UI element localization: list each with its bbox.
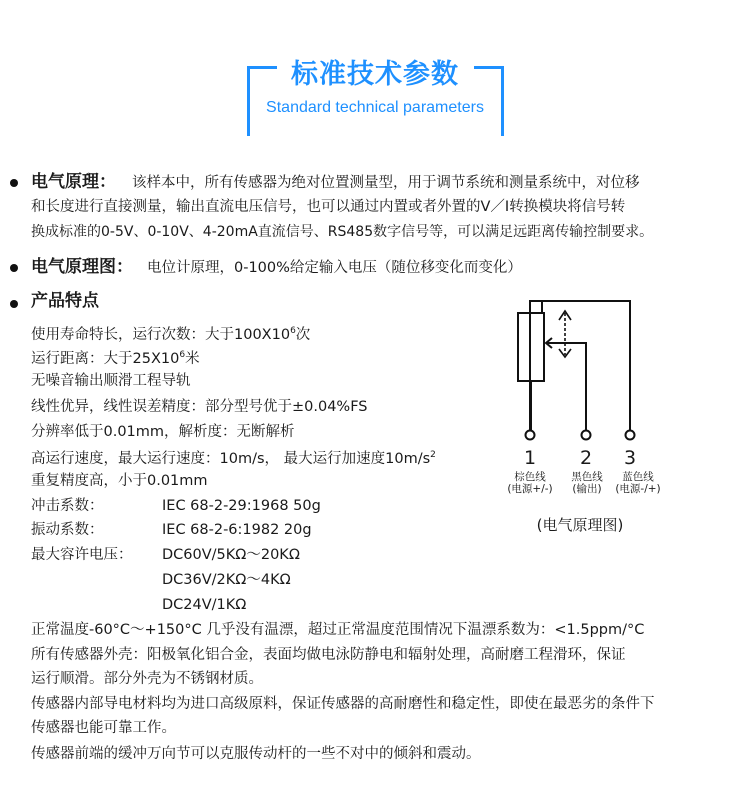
feature-repeat: 重复精度高，小于0.01mm: [31, 473, 208, 489]
diagram-caption: (电气原理图): [536, 516, 624, 534]
bullet-icon: [10, 179, 18, 187]
section-text-line: 换成标准的0-5V、0-10V、4-20mA直流信号、RS485数字信号等，可以满足远距离传输控制要求。: [31, 224, 654, 240]
material-text: 传感器也能可靠工作。: [31, 720, 176, 736]
temperature-text: 正常温度-60°C～+150°C 几乎没有温漂，超过正常温度范围情况下温漂系数为：<1.5ppm/°C: [31, 622, 645, 638]
terminal-1-color: 棕色线: [514, 471, 546, 483]
terminal-1-role: (电源+/-): [507, 483, 553, 495]
feature-value: IEC 68-2-6:1982 20g: [162, 522, 312, 538]
section-heading: 电气原理：: [31, 172, 116, 192]
terminal-2-color: 黑色线: [571, 471, 603, 483]
feature-label: 冲击系数：: [31, 498, 104, 514]
joint-text: 传感器前端的缓冲万向节可以克服传动杆的一些不对中的倾斜和震动。: [31, 746, 481, 762]
material-text: 传感器内部导电材料均为进口高级原料，保证传感器的高耐磨性和稳定性，即使在最恶劣的条件下: [31, 696, 655, 712]
bullet-icon: [10, 264, 18, 272]
terminal-1-number: 1: [523, 447, 537, 469]
feature-text: 次: [295, 326, 311, 343]
feature-life: [31, 320, 310, 346]
feature-label: 振动系数：: [31, 522, 104, 538]
section-text: 电位计原理，0-100%给定输入电压（随位移变化而变化）: [147, 260, 522, 276]
feature-rail: 无噪音输出顺滑工程导轨: [31, 373, 191, 389]
section-schematic: [31, 254, 522, 282]
shell-text: 运行顺滑。部分外壳为不锈钢材质。: [31, 671, 263, 687]
terminal-2-number: 2: [579, 447, 593, 469]
section-heading: 产品特点: [31, 291, 99, 311]
feature-text: 高运行速度，最大运行速度：10m/s， 最大运行加速度10m/s: [31, 450, 431, 467]
shell-text: 所有传感器外壳：阳极氧化铝合金，表面均做电泳防静电和辐射处理，高耐磨工程滑环，保证: [31, 647, 626, 663]
potentiometer-icon: [490, 285, 660, 445]
terminal-3-role: (电源-/+): [615, 483, 661, 495]
feature-text: 使用寿命特长，运行次数：大于100X10: [31, 326, 291, 343]
section-electrical-principle: [31, 169, 640, 197]
superscript: 6: [179, 350, 186, 360]
feature-value: DC60V/5KΩ～20KΩ: [162, 547, 300, 563]
feature-speed: [31, 444, 436, 470]
bullet-icon: [10, 300, 18, 308]
section-text-line: 和长度进行直接测量，输出直流电压信号，也可以通过内置或者外置的V／I转换模块将信号转: [31, 199, 626, 215]
feature-linearity: 线性优异，线性误差精度：部分型号优于±0.04%FS: [31, 399, 368, 415]
page-title: 标准技术参数: [291, 59, 459, 90]
terminal-2-role: (输出): [572, 483, 602, 495]
feature-value: IEC 68-2-29:1968 50g: [162, 498, 321, 514]
terminal-3-color: 蓝色线: [622, 471, 654, 483]
section-text: 该样本中，所有传感器为绝对位置测量型，用于调节系统和测量系统中，对位移: [132, 175, 640, 191]
feature-text: 米: [185, 350, 200, 367]
feature-voltage: [31, 544, 411, 566]
page-subtitle: Standard technical parameters: [266, 99, 484, 116]
feature-voltage-value: DC24V/1KΩ: [162, 597, 247, 613]
superscript: 6: [290, 326, 296, 336]
section-heading: 电气原理图：: [31, 257, 133, 277]
feature-vibration: [31, 519, 411, 541]
feature-voltage-value: DC36V/2KΩ～4KΩ: [162, 572, 291, 588]
feature-text: 运行距离：大于25X10: [31, 350, 180, 367]
feature-shock: [31, 495, 411, 517]
terminal-3-number: 3: [623, 447, 637, 469]
superscript: 2: [430, 450, 436, 460]
schematic-diagram: [490, 285, 660, 545]
feature-resolution: 分辨率低于0.01mm，解析度：无断解析: [31, 424, 295, 440]
feature-distance: [31, 344, 200, 370]
feature-label: 最大容许电压：: [31, 547, 133, 563]
